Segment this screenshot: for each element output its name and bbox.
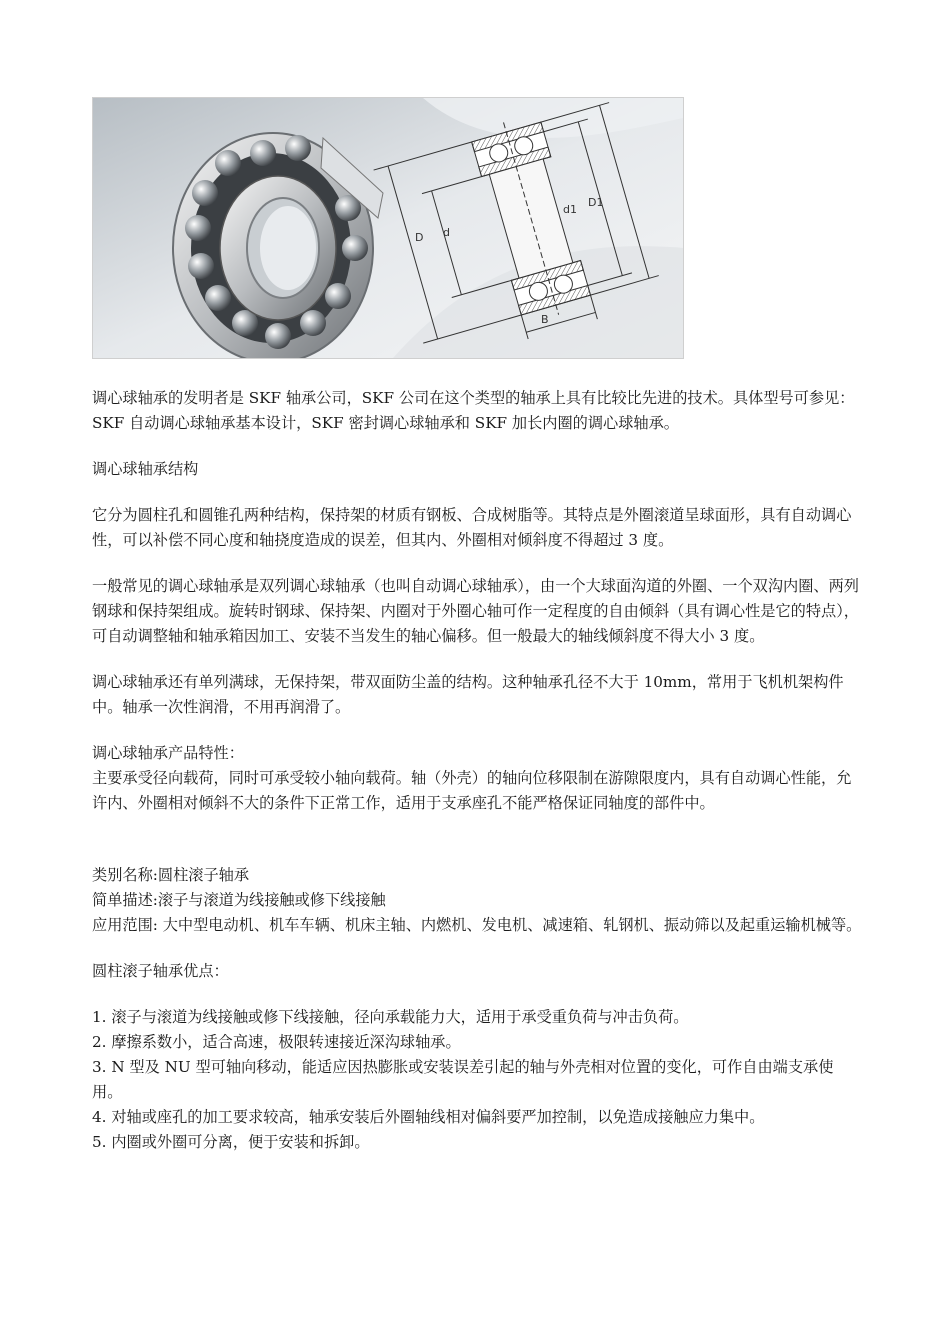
- full-ball-paragraph: 调心球轴承还有单列满球，无保持架，带双面防尘盖的结构。这种轴承孔径不大于 10mm，常用于飞机机架构件中。轴承一次性润滑，不用再润滑了。: [92, 673, 844, 716]
- structure-heading: 调心球轴承结构: [92, 460, 199, 478]
- structure-paragraph: 它分为圆柱孔和圆锥孔两种结构，保持架的材质有钢板、合成树脂等。其特点是外圈滚道呈球面形，具有自动调心性，可以补偿不同心度和轴挠度造成的误差，但其内、外圈相对倾斜度不得超过 3 度。: [92, 506, 852, 549]
- scope-label: 应用范围:: [92, 916, 158, 934]
- bearing-figure: [92, 97, 684, 359]
- label-B: B: [541, 313, 549, 326]
- category-value: 圆柱滚子轴承: [157, 866, 249, 884]
- scope-value: 大中型电动机、机车车辆、机床主轴、内燃机、发电机、减速箱、轧钢机、振动筛以及起重运输机械等。: [157, 916, 862, 934]
- label-D1: D1: [588, 196, 604, 209]
- category-label: 类别名称:: [92, 866, 158, 884]
- bearing-illustration: [93, 98, 683, 358]
- category-line: [92, 863, 862, 888]
- document-body: [92, 386, 862, 1155]
- advantage-item-4: 4. 对轴或座孔的加工要求较高，轴承安装后外圈轴线相对偏斜要严加控制，以免造成接触应力集中。: [92, 1108, 765, 1126]
- advantage-item-2: 2. 摩擦系数小，适合高速，极限转速接近深沟球轴承。: [92, 1033, 461, 1051]
- description-line: [92, 888, 862, 913]
- features-heading: 调心球轴承产品特性：: [92, 744, 244, 762]
- common-type-paragraph: 一般常见的调心球轴承是双列调心球轴承（也叫自动调心球轴承），由一个大球面沟道的外圈、一个双沟内圈、两列钢球和保持架组成。旋转时钢球、保持架、内圈对于外圈心轴可作一定程度的自由倾斜（具有调心性是它的特点），可自动调整轴和轴承箱因加工、安装不当发生的轴心偏移。但一般最大的轴线倾斜度不得大小 3 度。: [92, 577, 859, 645]
- label-d: d: [443, 226, 450, 239]
- advantage-item-1: 1. 滚子与滚道为线接触或修下线接触，径向承载能力大，适用于承受重负荷与冲击负荷。: [92, 1008, 689, 1026]
- description-label: 简单描述:: [92, 891, 158, 909]
- label-d1: d1: [563, 203, 577, 216]
- advantage-item-3: 3. N 型及 NU 型可轴向移动，能适应因热膨胀或安装误差引起的轴与外壳相对位置的变化，可作自由端支承使用。: [92, 1058, 834, 1101]
- label-D: D: [415, 231, 424, 244]
- features-paragraph: 主要承受径向载荷，同时可承受较小轴向载荷。轴（外壳）的轴向位移限制在游隙限度内，具有自动调心性能，允许内、外圈相对倾斜不大的条件下正常工作，适用于支承座孔不能严格保证同轴度的部件中。: [92, 769, 852, 812]
- scope-line: [92, 913, 862, 938]
- advantage-item-5: 5. 内圈或外圈可分离，便于安装和拆卸。: [92, 1133, 370, 1151]
- advantages-heading: 圆柱滚子轴承优点：: [92, 962, 229, 980]
- intro-paragraph: 调心球轴承的发明者是 SKF 轴承公司，SKF 公司在这个类型的轴承上具有比较比先进的技术。具体型号可参见：SKF 自动调心球轴承基本设计，SKF 密封调心球轴承和 SKF 加长内圈的调心球轴承。: [92, 389, 855, 432]
- description-value: 滚子与滚道为线接触或修下线接触: [157, 891, 386, 909]
